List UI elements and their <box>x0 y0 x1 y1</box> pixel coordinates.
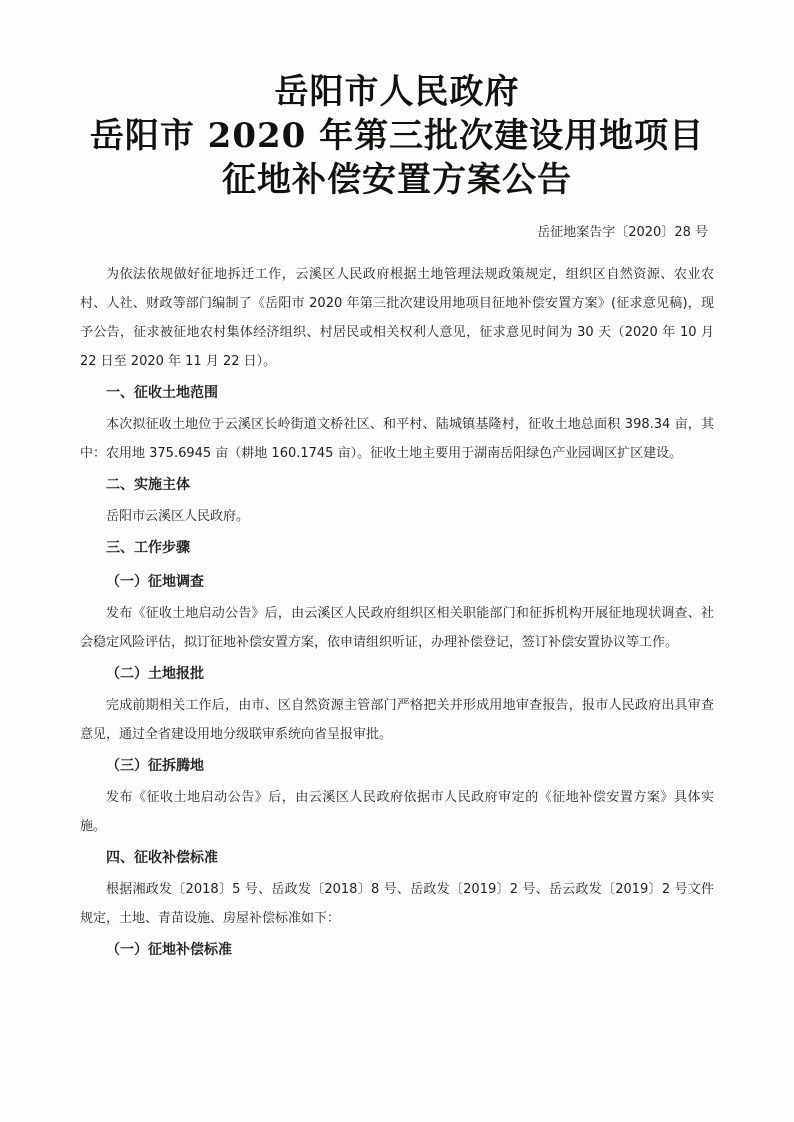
section-3-sub-1-body: 发布《征收土地启动公告》后，由云溪区人民政府组织区相关职能部门和征拆机构开展征地现状调查、社会稳定风险评估，拟订征地补偿安置方案，依申请组织听证，办理补偿登记，签订补偿安置协议等工作。 <box>80 606 714 650</box>
intro-paragraph: 为依法依规做好征地拆迁工作，云溪区人民政府根据土地管理法规政策规定，组织区自然资源、农业农村、人社、财政等部门编制了《岳阳市 2020 年第三批次建设用地项目征地补偿安置方案》(征求意见稿)，现予公告，征求被征地农村集体经济组织、村居民或相关权利人意见，征求意见时间为 30 天（2020 年 10 月 22 日至 2020 年 11 月 22 日）。 <box>80 267 714 369</box>
section-4-sub-1-heading: （一）征地补偿标准 <box>106 942 232 958</box>
section-3-sub-3-body: 发布《征收土地启动公告》后，由云溪区人民政府依据市人民政府审定的《征地补偿安置方案》具体实施。 <box>80 790 714 834</box>
section-3-sub-3-heading: （三）征拆腾地 <box>106 758 204 774</box>
section-4-body: 根据湘政发〔2018〕5 号、岳政发〔2018〕8 号、岳政发〔2019〕2 号、岳云政发〔2019〕2 号文件规定，土地、青苗设施、房屋补偿标准如下： <box>80 882 714 926</box>
document-number: 岳征地案告字〔2020〕28 号 <box>537 225 708 240</box>
section-2-heading: 二、实施主体 <box>106 477 190 493</box>
section-3-sub-2-body: 完成前期相关工作后，由市、区自然资源主管部门严格把关并形成用地审查报告，报市人民政府出具审查意见，通过全省建设用地分级联审系统向省呈报审批。 <box>80 698 714 742</box>
section-3-sub-1-heading: （一）征地调查 <box>106 574 204 590</box>
title-line-2: 岳阳市 2020 年第三批次建设用地项目 <box>89 116 705 156</box>
section-1-body: 本次拟征收土地位于云溪区长岭街道文桥社区、和平村、陆城镇基隆村，征收土地总面积 398.34 亩，其中：农用地 375.6945 亩（耕地 160.1745 亩）。征收土地主要用于湖南岳阳绿色产业园调区扩区建设。 <box>80 417 714 461</box>
section-1-heading: 一、征收土地范围 <box>106 385 218 401</box>
title-line-3: 征地补偿安置方案公告 <box>222 160 572 200</box>
section-4-heading: 四、征收补偿标准 <box>106 850 218 866</box>
title-line-1: 岳阳市人民政府 <box>274 72 520 112</box>
section-3-heading: 三、工作步骤 <box>106 540 190 556</box>
section-2-body: 岳阳市云溪区人民政府。 <box>106 509 250 524</box>
section-3-sub-2-heading: （二）土地报批 <box>106 666 204 682</box>
